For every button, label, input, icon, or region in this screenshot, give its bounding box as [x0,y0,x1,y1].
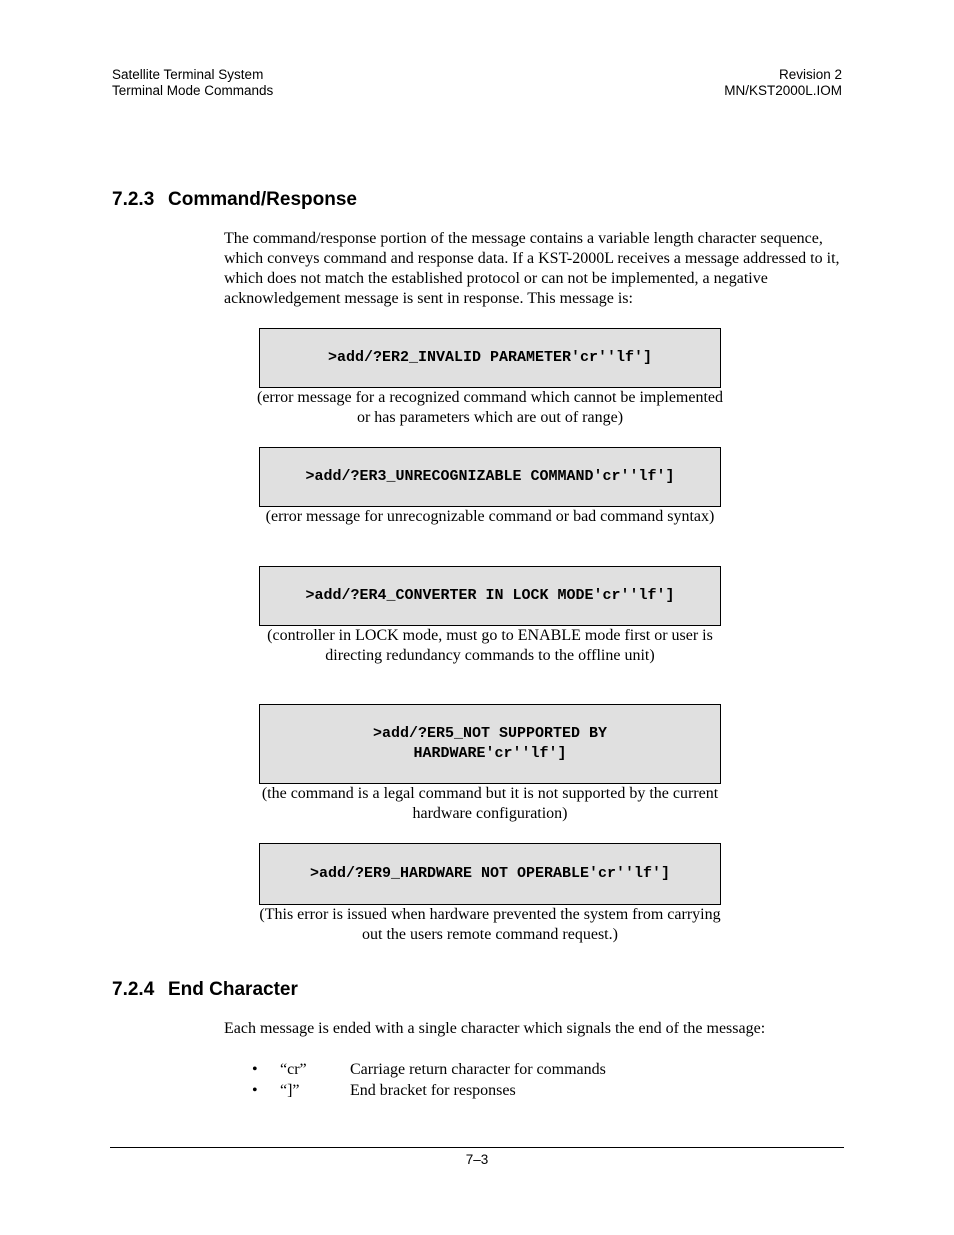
error-code-box-er4: >add/?ER4_CONVERTER IN LOCK MODE'cr''lf'] [259,566,721,626]
error-caption-er4: (controller in LOCK mode, must go to ENABLE mode first or user is directing redundancy commands to the offline unit) [267,627,713,664]
section-724-body: Each message is ended with a single character which signals the end of the message: [224,1020,766,1037]
error-caption-er9: (This error is issued when hardware prevented the system from carrying out the users remote command request.) [259,906,721,943]
error-code-box-er9: >add/?ER9_HARDWARE NOT OPERABLE'cr''lf'] [259,843,721,905]
list-item-term: “]” [280,1082,300,1099]
error-code-box-er2: >add/?ER2_INVALID PARAMETER'cr''lf'] [259,328,721,388]
error-caption-er2: (error message for a recognized command which cannot be implemented or has parameters which are out of range) [256,389,724,426]
list-item [252,1080,606,1101]
list-item [252,1059,606,1080]
section-724-number: 7.2.4 [112,979,155,1000]
bullet-icon: • [252,1061,258,1078]
section-724-heading [112,979,298,1001]
error-caption-er3: (error message for unrecognizable command or bad command syntax) [265,508,715,525]
header-right [724,67,842,99]
end-character-list [252,1059,606,1101]
header-chapter-title: Terminal Mode Commands [112,83,274,98]
bullet-icon: • [252,1082,258,1099]
section-723-heading [112,189,357,211]
header-left [112,67,273,99]
header-doc-number: MN/KST2000L.IOM [724,83,842,98]
list-item-term: “cr” [280,1061,307,1078]
section-723-number: 7.2.3 [112,189,155,210]
section-724-title: End Character [168,979,298,1000]
error-caption-er5: (the command is a legal command but it is not supported by the current hardware configuration) [261,785,719,822]
header-doc-title: Satellite Terminal System [112,67,264,82]
page-number: 7–3 [465,1152,489,1167]
footer-divider [110,1147,844,1148]
list-item-description: End bracket for responses [350,1082,516,1099]
section-723-body: The command/response portion of the message contains a variable length character sequence, which conveys command and response data. If a KST-2000L receives a message addressed to it, which does not match the established protocol or can not be implemented, a negative acknowledgement message is sent in response. This message is: [224,230,840,307]
list-item-description: Carriage return character for commands [350,1061,606,1078]
error-code-box-er3: >add/?ER3_UNRECOGNIZABLE COMMAND'cr''lf'] [259,447,721,507]
header-revision: Revision 2 [778,67,842,82]
error-code-box-er5: >add/?ER5_NOT SUPPORTED BY HARDWARE'cr''lf'] [259,704,721,784]
section-723-title: Command/Response [168,189,357,210]
